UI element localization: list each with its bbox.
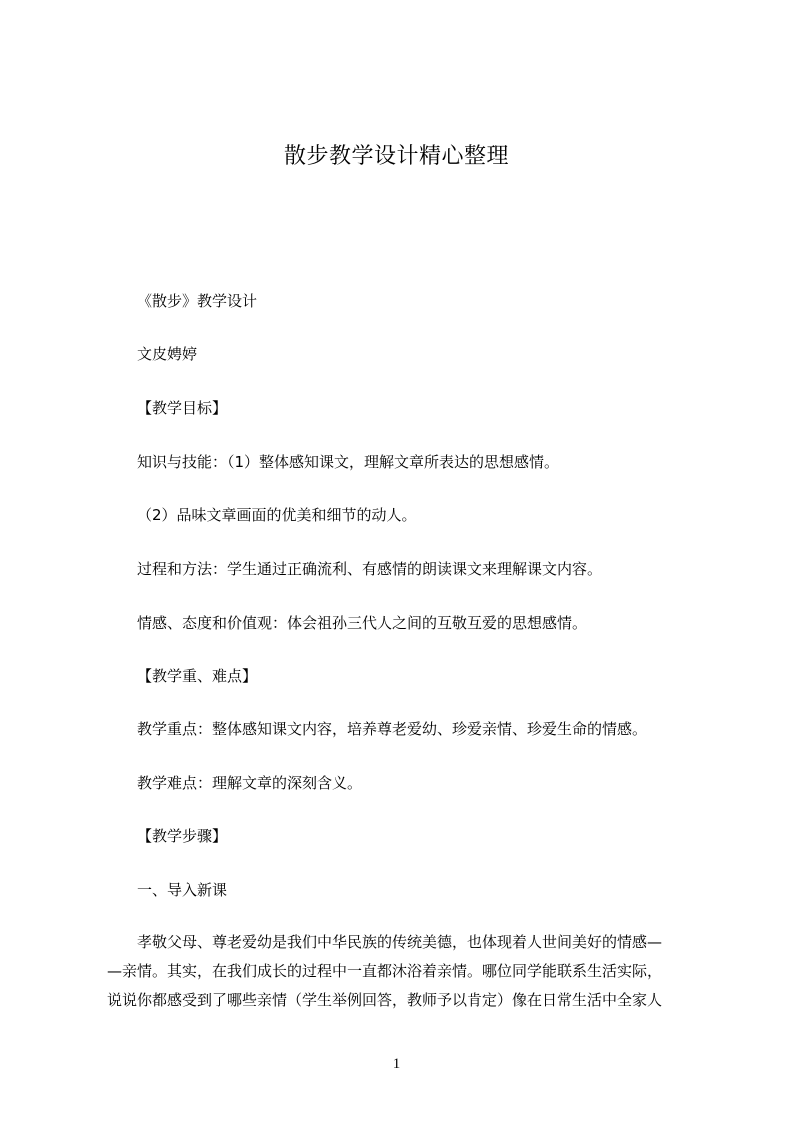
difficult-point-line: 教学难点：理解文章的深刻含义。 (137, 774, 363, 792)
document-title: 散步教学设计精心整理 (283, 144, 509, 169)
objective-emotion-line: 情感、态度和价值观：体会祖孙三代人之间的互敬互爱的思想感情。 (137, 614, 588, 632)
section-heading-objectives: 【教学目标】 (137, 399, 228, 417)
key-point-line: 教学重点：整体感知课文内容，培养尊老爱幼、珍爱亲情、珍爱生命的情感。 (137, 720, 648, 738)
author-line: 文皮娉婷 (137, 345, 198, 363)
paragraph-line: 孝敬父母、尊老爱幼是我们中华民族的传统美德，也体现着人世间美好的情感— (107, 933, 663, 951)
paragraph-line: 说说你都感受到了哪些亲情（学生举例回答，教师予以肯定）像在日常生活中全家人 (107, 991, 663, 1009)
section-heading-steps: 【教学步骤】 (137, 827, 228, 845)
section-heading-key-points: 【教学重、难点】 (137, 667, 258, 685)
introduction-paragraph (107, 928, 703, 1015)
lesson-title-line: 《散步》教学设计 (137, 292, 258, 310)
objective-process-line: 过程和方法：学生通过正确流利、有感情的朗读课文来理解课文内容。 (137, 560, 603, 578)
page-number: 1 (392, 1056, 401, 1072)
paragraph-line: —亲情。其实，在我们成长的过程中一直都沐浴着亲情。哪位同学能联系生活实际， (107, 962, 663, 980)
step-one-heading: 一、导入新课 (137, 881, 228, 899)
objective-knowledge-line-2: （2）品味文章画面的优美和细节的动人。 (137, 506, 417, 524)
objective-knowledge-line: 知识与技能：（1）整体感知课文，理解文章所表达的思想感情。 (137, 453, 560, 471)
